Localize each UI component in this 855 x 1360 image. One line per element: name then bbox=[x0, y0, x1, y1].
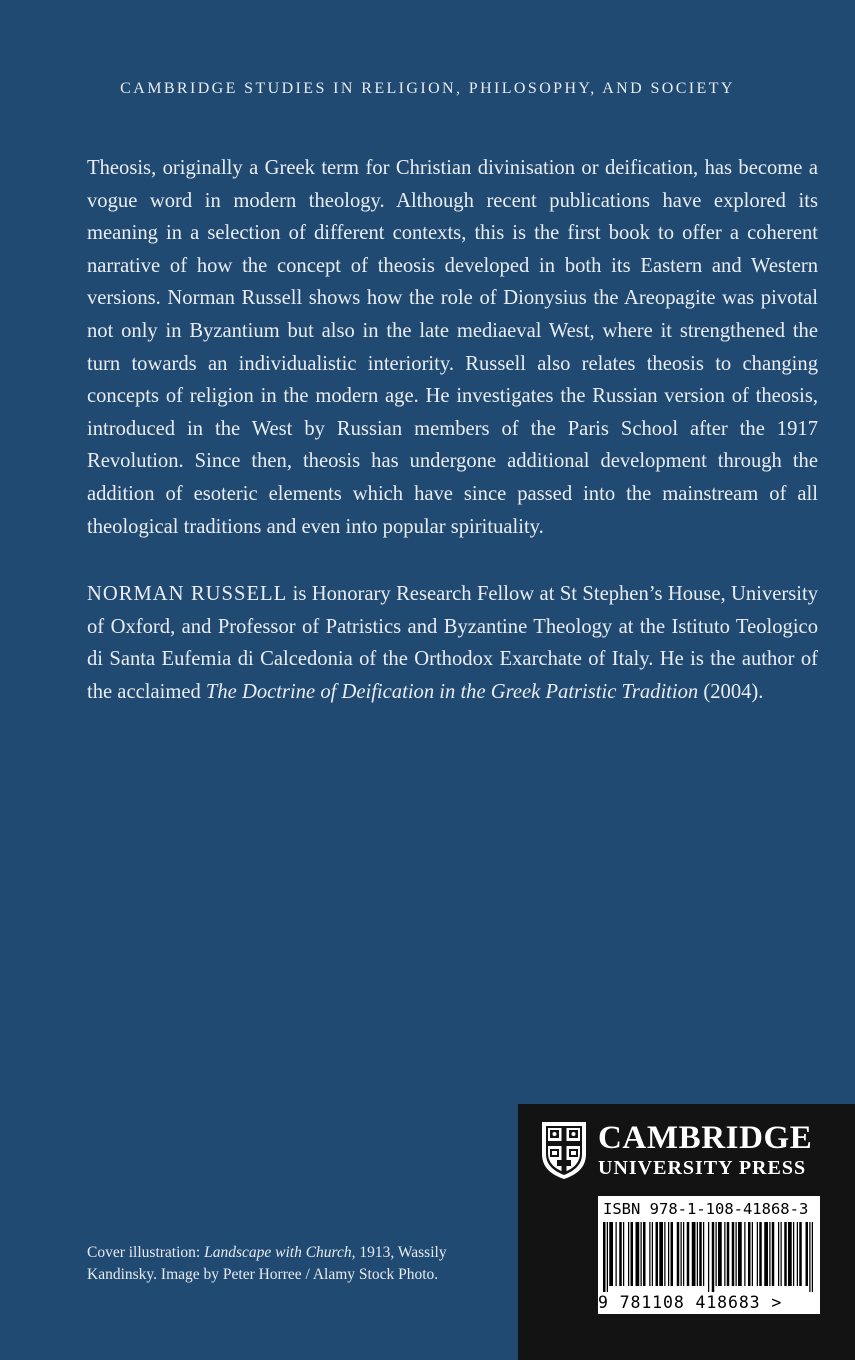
cambridge-crest-icon bbox=[540, 1120, 588, 1180]
barcode-bar bbox=[738, 1222, 742, 1286]
barcode-bar bbox=[664, 1222, 665, 1286]
barcode-bar bbox=[619, 1222, 622, 1286]
barcode-bar bbox=[683, 1222, 684, 1286]
barcode-bar bbox=[752, 1222, 753, 1286]
barcode-bar bbox=[643, 1222, 646, 1286]
barcode-bar bbox=[636, 1222, 640, 1286]
book-description bbox=[87, 152, 818, 543]
barcode-bar bbox=[652, 1222, 653, 1286]
barcode-bar bbox=[687, 1222, 690, 1286]
author-name: NORMAN RUSSELL bbox=[87, 583, 288, 605]
barcode-bar bbox=[809, 1222, 810, 1292]
barcode-bar bbox=[677, 1222, 680, 1286]
cover-credit-prefix: Cover illustration: bbox=[87, 1244, 205, 1261]
barcode-bar bbox=[806, 1222, 809, 1286]
barcode-bar bbox=[616, 1222, 617, 1286]
barcode-bar bbox=[772, 1222, 775, 1286]
author-book-year: (2004). bbox=[698, 680, 764, 703]
barcode-bar bbox=[603, 1222, 606, 1292]
cover-credit bbox=[87, 1242, 447, 1286]
publisher-subtitle: UNIVERSITY PRESS bbox=[598, 1157, 807, 1179]
barcode-bar bbox=[681, 1222, 682, 1286]
barcode-bar bbox=[793, 1222, 794, 1286]
author-bio-text: is Honorary Research Fellow at St Stephen’s House, University of Oxford, and Professor of Patristics and Byzantine Theology at the Istituto Teologico di Santa Eufemia di Calcedonia of the Orthodox Exarchate of Italy. He is the author of the acclaimed bbox=[87, 583, 818, 703]
barcode-bar bbox=[724, 1222, 725, 1286]
author-bio-paragraph bbox=[87, 578, 818, 708]
barcode-bar bbox=[668, 1222, 669, 1286]
barcode-bar bbox=[649, 1222, 650, 1286]
barcode-bar bbox=[744, 1222, 745, 1286]
barcode-bar bbox=[708, 1222, 709, 1292]
barcode-bar bbox=[759, 1222, 762, 1286]
barcode-bar bbox=[784, 1222, 787, 1286]
publisher-logo bbox=[540, 1118, 840, 1184]
author-book-title: The Doctrine of Deification in the Greek Patristic Tradition bbox=[205, 680, 699, 703]
barcode-bar bbox=[712, 1222, 715, 1292]
barcode-bar bbox=[727, 1222, 730, 1286]
barcode-digits: 9 781108 418683 > bbox=[598, 1293, 783, 1312]
barcode-bar bbox=[732, 1222, 735, 1286]
barcode-bar bbox=[659, 1222, 663, 1286]
barcode-bar bbox=[716, 1222, 717, 1286]
barcode-bar bbox=[736, 1222, 737, 1286]
author-bio bbox=[87, 578, 818, 708]
barcode-bar bbox=[778, 1222, 779, 1286]
barcode-bars bbox=[603, 1222, 815, 1292]
publisher-name: CAMBRIDGE bbox=[598, 1120, 813, 1156]
cover-credit-title: Landscape with Church bbox=[204, 1244, 352, 1261]
series-title: CAMBRIDGE STUDIES IN RELIGION, PHILOSOPHY, AND SOCIETY bbox=[120, 80, 735, 97]
description-text: Theosis, originally a Greek term for Christian divinisation or deification, has become a vogue word in modern theology. Although recent publications have explored its meaning in a selection of different contexts, this is the first book to offer a coherent narrative of how the concept of theosis developed in both its Eastern and Western versions. Norman Russell shows how the role of Dionysius the Areopagite was pivotal not only in Byzantium but also in the late mediaeval West, where it strengthened the turn towards an individualistic interiority. Russell also relates theosis to changing concepts of religion in the modern age. He investigates the Russian version of theosis, introduced in the West by Russian members of the Paris School after the 1917 Revolution. Since then, theosis has undergone additional development through the addition of esoteric elements which have since passed into the mainstream of all theological traditions and even into popular spirituality. bbox=[87, 157, 818, 538]
cover-credit-suffix: , 1913, Wassily Kandinsky. Image by Peter Horree / Alamy Stock Photo. bbox=[87, 1244, 447, 1283]
barcode-bar bbox=[757, 1222, 758, 1286]
isbn-barcode bbox=[598, 1196, 820, 1314]
barcode-bar bbox=[628, 1222, 629, 1286]
barcode-bar bbox=[764, 1222, 768, 1286]
barcode-bar bbox=[623, 1222, 624, 1286]
barcode-bar bbox=[781, 1222, 782, 1286]
publisher-box bbox=[518, 1104, 855, 1360]
barcode-bar bbox=[699, 1222, 702, 1286]
barcode-bar bbox=[641, 1222, 642, 1286]
barcode-bar bbox=[631, 1222, 634, 1286]
barcode-bar bbox=[607, 1222, 608, 1292]
barcode-bar bbox=[769, 1222, 770, 1286]
barcode-bar bbox=[812, 1222, 813, 1292]
barcode-bar bbox=[692, 1222, 696, 1286]
barcode-bar bbox=[703, 1222, 704, 1286]
barcode-bar bbox=[799, 1222, 802, 1286]
barcode-bar bbox=[748, 1222, 751, 1286]
barcode-bar bbox=[697, 1222, 698, 1286]
isbn-label: ISBN 978-1-108-41868-3 bbox=[603, 1200, 809, 1218]
barcode-bar bbox=[797, 1222, 798, 1286]
barcode-bar bbox=[718, 1222, 722, 1286]
barcode-bar bbox=[671, 1222, 674, 1286]
barcode-bar bbox=[788, 1222, 792, 1286]
barcode-bar bbox=[609, 1222, 613, 1286]
barcode-bar bbox=[656, 1222, 659, 1286]
